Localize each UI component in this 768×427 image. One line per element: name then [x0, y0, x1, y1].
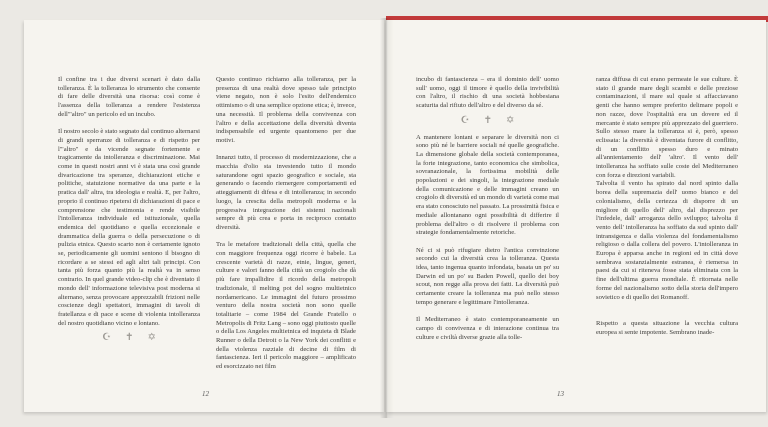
left-page-column-1	[58, 76, 200, 343]
paragraph: ranza diffusa di cui erano permeate le sue culture. È stato il grande mare degli scambi e delle preziose contaminazioni, il mare sul quale si affacciavano genti che hanno sempre preferito delimare popoli e non razze, dove l'ospitalità era un dovere ed il mercante è stato sempre più apprezzato del guerriero. Sullo stesso mare la tolleranza si è, però, spesso eclissata: la diversità è diventata furore di conflitto, di un conflitto spesso duro e minato all'annientamento dell' 'altro'. Il vento dell' intolleranza ha soffiato sulle coste del Mediterraneo con forza e direzioni variabili.	[596, 76, 738, 179]
paragraph: Questo continuo richiamo alla tolleranza, per la presenza di una realtà dove spesso tale principio viene negato, non è solo l'esito dell'endemico ottimismo o di una semplice opzione etica; è, invece, una necessità. Il problema della convivenza con l'altro e della accettazione della diversità diventa indispensabile ed urgente quantomeno per due motivi.	[216, 76, 356, 144]
left-page-column-2	[216, 76, 356, 372]
crescent-icon: ☪	[460, 114, 470, 126]
crescent-icon: ☪	[102, 332, 112, 344]
star-of-david-icon: ✡	[505, 114, 515, 126]
page-number: 12	[202, 390, 209, 398]
paragraph: Rispetto a questa situazione la vecchia cultura europea si sente impotente. Sembrano inade-	[596, 320, 738, 336]
paragraph: Il nostro secolo è stato segnato dal continuo alternarsi di grandi sperranze di tolleranza e di rispetto per l'"altro" e da vicende segnate fortemente e tragicamente da intolleranza e discriminazione. Mai come in questi nostri anni vi è stata una così grande divaricazione tra speranze, dichiarazioni etiche e politiche, statuizione normative da una parte e la pratica dall' altra, tra ideologia e realtà. E, per l'altro, proprio il continuo ripetersi di dichiarazioni di pace e comprensione che testimonia e rende visibile l'intolleranza individuale ed istituzionale, quella endemica del quotidiano e quella eccezionale e drammatica della guerra o della persecuzione o di pulizia etnica. Questo scarto non è certamente ignoto se, periodicamente gli uomini sentono il bisogno di ricordare a se stessi ed agli altri tali principi. Con tanta più forza quanto più la realtà va in senso contrario. In quel grande video-clip che è diventato il mondo dell' informazione televisiva post moderna si alternano, senza provocare apprezzabili frizioni nelle coscienze degli spettatori, immagini di tavoli di fratellanza e di pace e scene di violenta intolleranza del nostro quotidiano vicino e lontano.	[58, 128, 200, 327]
star-of-david-icon: ✡	[147, 332, 156, 344]
paragraph: Né ci si può rifugiare dietro l'antica convinzione secondo cui la diversità crea la tolleranza. Questa idea, tanto ingenua quanto infondata, basata un po' su Darwin ed un po' su Baden Powell, quello dei boy scout, non regge alla prova dei fatti. La diversità può certamente creare la tolleranza ma può nello stesso tempo generare e legittimare l'intolleranza.	[416, 246, 559, 306]
paragraph: incubo di fantascienza – era il dominio dell' uomo sull' uomo, oggi il timore è quello della invivibilità con l'altro, il rischio di una società hobbesiana scaturita dal rifiuto dell'altro e del diverso da sé.	[416, 76, 559, 110]
paragraph: Il confine tra i due diversi scenari è dato dalla tolleranza. È la tolleranza lo strumento che consente di fare delle diversità una risorsa: così come è l'assenza della tolleranza a rendere l'esistenza dell'"altro" un pericolo ed un incubo.	[58, 76, 200, 118]
paragraph: Innanzi tutto, il processo di modernizzazione, che a macchia d'olio sta investendo tutto il mondo saturandone ogni spazio geografico e sociale, sta generando o facendo riemergere comportamenti ed atteggiamenti di difesa e di intolleranza; in secondo luogo, la crescita della metropoli moderna e la progressiva integrazione dei sistemi nazionali sempre di più crea e porta in reciproco contatto diversità.	[216, 154, 356, 231]
page-number: 13	[557, 390, 564, 398]
paragraph: Talvolta il vento ha spirato dal nord spinto dalla borea della supremazia dell' uomo bianco e del colonialismo, della certezza di disporre di un migliore di quello dell' altro, dal disprezzo per l'infedele, dall' arroganza dello sviluppo; talvolta il vento dell' intolleranza ha soffiato da sud spinto dall' intransigenza e dalla violenza del fondamentalismo religioso o dalla collera del povero. L'intolleranza in Europa è apparsa anche in regioni ed in città dove sembrava sostanzialmente estranea, è riemersa in paesi da cui si riteneva fosse stata eliminata con la fine dell'ultima guerra mondiale. È ritornata nelle forme del nazionalismo sotto della storia dell'impero sovietico e di quello dei Romanoff.	[596, 180, 738, 301]
right-page	[386, 20, 766, 412]
book-spine-shadow	[380, 18, 394, 418]
religious-symbols	[416, 114, 559, 126]
cross-icon: ✝	[483, 114, 492, 126]
right-page-column-1	[416, 76, 559, 342]
right-page-column-2	[596, 76, 738, 338]
paragraph: Il Mediterraneo è stato contemporaneamente un campo di convivenza e di interazione continua tra culture e civiltà diverse grazie alla tolle-	[416, 316, 559, 341]
left-page	[24, 20, 384, 412]
cross-icon: ✝	[125, 332, 134, 344]
religious-symbols	[58, 334, 200, 343]
paragraph: Tra le metafore tradizionali della città, quella che con maggiore frequenza oggi ricorre è babele. La crescente varietà di razze, etnie, lingue, generi, culture e valori fanno della città un crogiolo che dà più fare impallidire il ricordo della metropoli tradizionale, il melting pot del sogno multietnico nordamericano. Le immagini del futuro prossimo venturo della nostra società non sono quelle totalitarie – come 1984 del Grande Fratello o Metropolis di Fritz Lang – sono oggi piuttosto quelle o della Los Angeles multietnica ed inquieta di Blade Runner o della Detroit o la New York dei conflitti e della violenza razziale di decine di film di fantascienza. Ieri il pericolo maggiore – amplificato ed esorcizzato nei film	[216, 241, 356, 371]
paragraph: A mantenere lontani e separare le diversità non ci sono più né le barriere sociali né quelle geografiche. La dimensione globale della società contemporanea, la forte integrazione, tanto economica che simbolica, sovranazionale, la fortissima mobilità delle popolazioni e dei singoli, la integrazione mediale della comunicazione e delle immagini creano un crogiolo di diversità ed un mondo di varietà come mai era stato conosciuto nel passato. La prossimità fisica e mediale allontanano ogni possibilità di differire il problema dell'altro o di risolvere il problema con strategie fondamentalmente retoriche.	[416, 133, 560, 237]
